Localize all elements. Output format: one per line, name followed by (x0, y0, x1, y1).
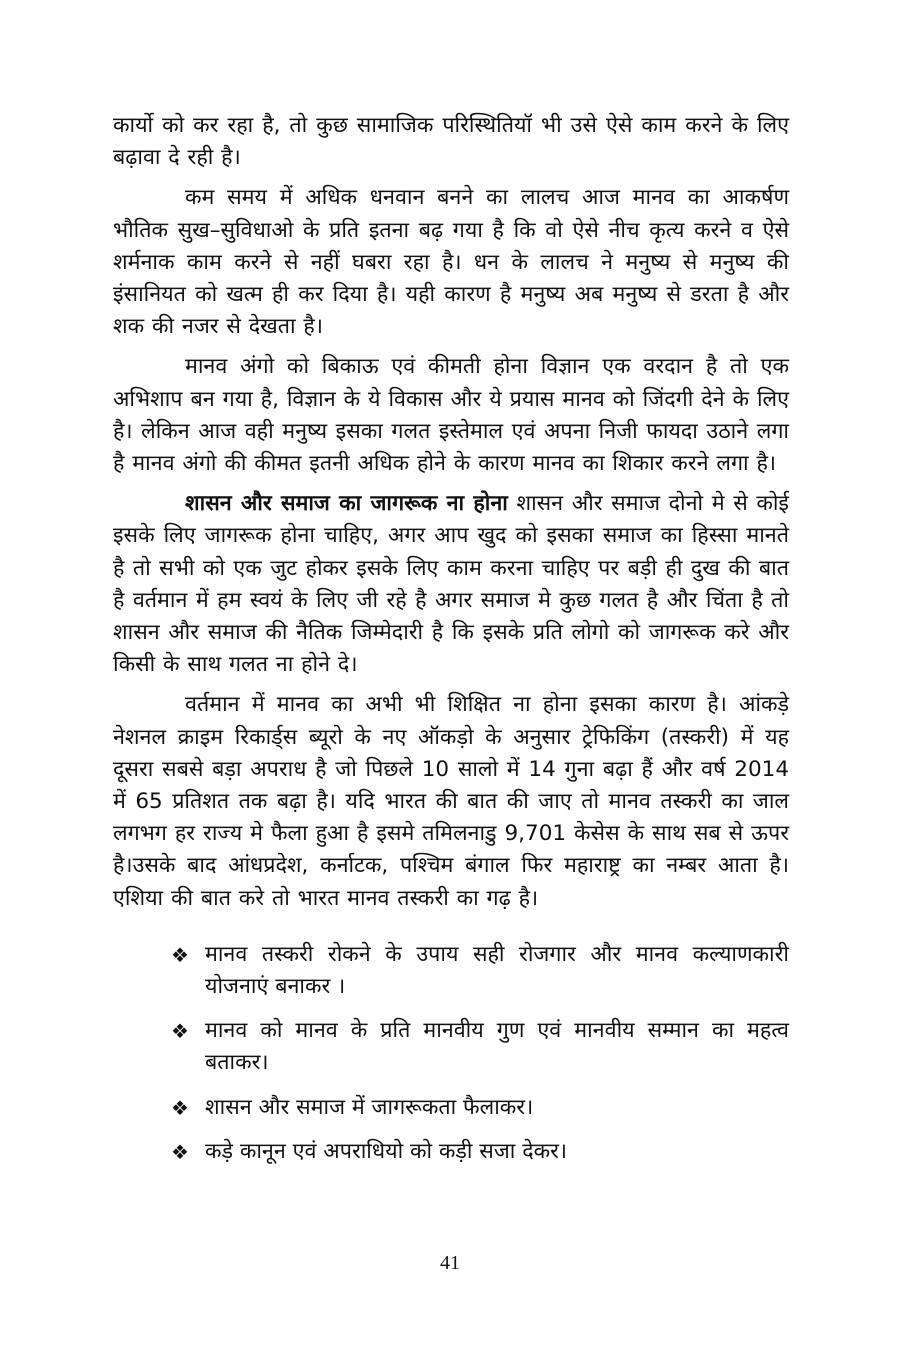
paragraph-5 (113, 689, 789, 914)
diamond-bullet-icon: ❖ (171, 1095, 189, 1120)
page-number: 41 (440, 1252, 460, 1274)
bullet-item-2 (171, 1015, 789, 1079)
bullet-item-1 (171, 939, 789, 1003)
bullet-item-2-text: मानव को मानव के प्रति मानवीय गुण एवं मानवीय सम्मान का महत्व बताकर। (205, 1018, 789, 1076)
paragraph-2-text: कम समय में अधिक धनवान बनने का लालच आज मानव का आकर्षण भौतिक सुख–सुविधाओ के प्रति इतना बढ़ गया है कि वो ऐसे नीच कृत्य करने व ऐसे शर्मनाक काम करने से नहीं घबरा रहा है। धन के लालच ने मनुष्य से मनुष्य की इंसानियत को खत्म ही कर दिया है। यही कारण है मनुष्य अब मनुष्य से डरता है और शक की नजर से देखता है। (113, 185, 789, 340)
page-body (113, 110, 789, 1180)
paragraph-5-text: वर्तमान में मानव का अभी भी शिक्षित ना होना इसका कारण है। आंकड़े नेशनल क्राइम रिकार्ड्स ब्यूरो के नए ऑकड़ो के अनुसार ट्रेफिकिंग (तस्करी) में यह दूसरा सबसे बड़ा अपराध है जो पिछले 10 सालो में 14 गुना बढ़ा हैं और वर्ष 2014 में 65 प्रतिशत तक बढ़ा है। यदि भारत की बात की जाए तो मानव तस्करी का जाल लगभग हर राज्य मे फैला हुआ है इसमे तमिलनाडु 9,701 केसेस के साथ सब से ऊपर है।उसके बाद आंधप्रदेश, कर्नाटक, पश्चिम बंगाल फिर महाराष्ट्र का नम्बर आता है। एशिया की बात करे तो भारत मानव तस्करी का गढ़ है। (113, 692, 789, 911)
paragraph-3 (113, 351, 789, 480)
bullet-item-4-text: कड़े कानून एवं अपराधियो को कड़ी सजा देकर। (205, 1138, 568, 1164)
diamond-bullet-icon: ❖ (171, 1139, 189, 1164)
diamond-bullet-icon: ❖ (171, 942, 189, 967)
bullet-item-1-text: मानव तस्करी रोकने के उपाय सही रोजगार और मानव कल्याणकारी योजनाएं बनाकर । (205, 941, 789, 1000)
diamond-bullet-icon: ❖ (171, 1019, 189, 1044)
paragraph-1 (113, 110, 789, 174)
paragraph-3-text: मानव अंगो को बिकाऊ एवं कीमती होना विज्ञान एक वरदान है तो एक अभिशाप बन गया है, विज्ञान के ये विकास और ये प्रयास मानव को जिंदगी देने के लिए है। लेकिन आज वही मनुष्य इसका गलत इस्तेमाल एवं अपना निजी फायदा उठाने लगा है मानव अंगो की कीमत इतनी अधिक होने के कारण मानव का शिकार करने लगा है। (113, 354, 789, 477)
paragraph-4-heading: शासन और समाज का जागरूक ना होना (185, 491, 508, 517)
bullet-list (113, 939, 789, 1168)
paragraph-4 (113, 488, 789, 681)
paragraph-4-text: शासन और समाज दोनो मे से कोई इसके लिए जागरूक होना चाहिए, अगर आप खुद को इसका समाज का हिस्सा मानते है तो सभी को एक जुट होकर इसके लिए काम करना चाहिए पर बड़ी ही दुख की बात है वर्तमान में हम स्वयं के लिए जी रहे है अगर समाज मे कुछ गलत है और चिंता है तो शासन और समाज की नैतिक जिम्मेदारी है कि इसके प्रति लोगो को जागरूक करे और किसी के साथ गलत ना होने दे। (113, 491, 789, 678)
bullet-item-3 (171, 1092, 789, 1124)
bullet-item-4 (171, 1136, 789, 1168)
paragraph-2 (113, 182, 789, 343)
bullet-item-3-text: शासन और समाज में जागरूकता फैलाकर। (205, 1094, 534, 1120)
paragraph-1-text: कार्यो को कर रहा है, तो कुछ सामाजिक परिस्थितियॉ भी उसे ऐसे काम करने के लिए बढ़ावा दे रही है। (113, 113, 789, 171)
